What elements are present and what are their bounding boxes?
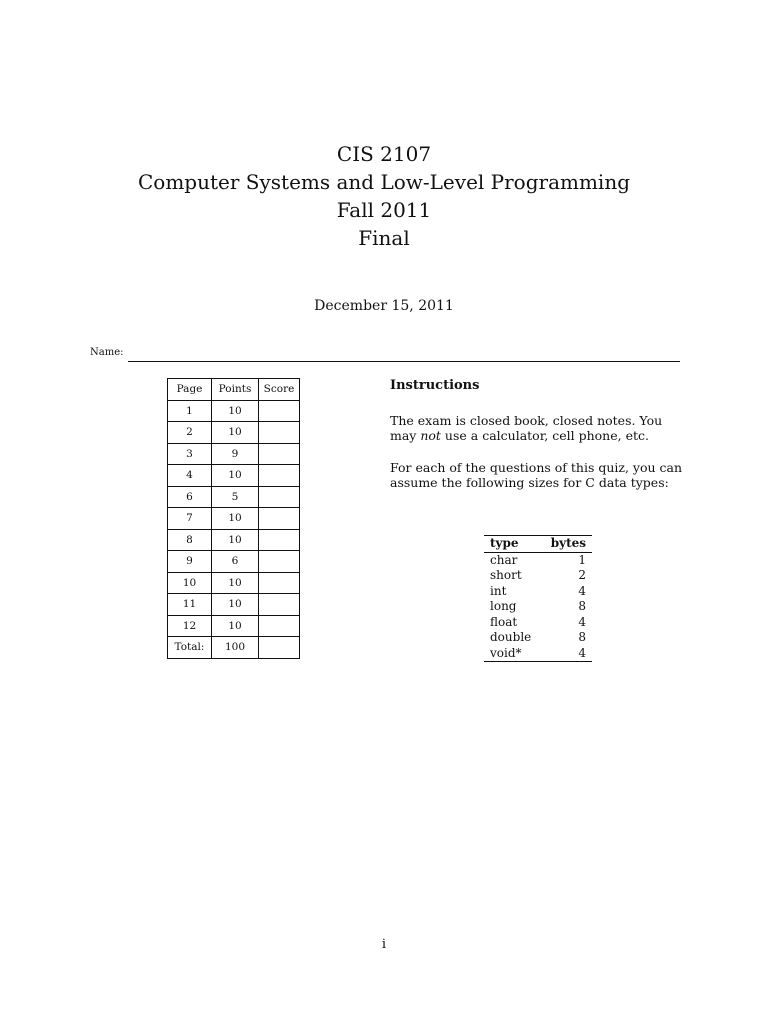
table-row — [168, 465, 300, 487]
score-table — [167, 378, 300, 659]
page-cell: 6 — [168, 486, 212, 508]
bytes-cell: 1 — [578, 552, 586, 567]
score-cell[interactable] — [259, 422, 300, 444]
instructions-section — [390, 378, 685, 507]
course-title: Computer Systems and Low-Level Programming — [137, 170, 631, 194]
table-row — [168, 551, 300, 573]
header-points: Points — [212, 379, 259, 401]
points-cell: 10 — [212, 465, 259, 487]
course-code: CIS 2107 — [336, 142, 432, 166]
table-row — [484, 552, 592, 568]
page-cell: 10 — [168, 572, 212, 594]
header-page: Page — [168, 379, 212, 401]
points-cell: 9 — [212, 443, 259, 465]
table-row — [484, 630, 592, 646]
bytes-cell: 4 — [578, 583, 586, 598]
points-cell: 10 — [212, 529, 259, 551]
score-cell[interactable] — [259, 443, 300, 465]
page-cell: 9 — [168, 551, 212, 573]
points-cell: 10 — [212, 615, 259, 637]
points-cell: 10 — [212, 594, 259, 616]
points-cell: 10 — [212, 572, 259, 594]
instructions-paragraph-2: For each of the questions of this quiz, you can assume the following sizes for C data types: — [390, 459, 683, 490]
total-label: Total: — [168, 637, 212, 659]
table-row — [484, 599, 592, 615]
total-points: 100 — [212, 637, 259, 659]
points-cell: 10 — [212, 422, 259, 444]
table-row — [168, 486, 300, 508]
page-cell: 2 — [168, 422, 212, 444]
type-cell: void* — [484, 646, 544, 662]
points-cell: 10 — [212, 508, 259, 530]
page-cell: 3 — [168, 443, 212, 465]
score-cell[interactable] — [259, 486, 300, 508]
exam-name: Final — [358, 226, 410, 250]
bytes-cell: 2 — [578, 568, 586, 582]
points-cell: 6 — [212, 551, 259, 573]
score-cell[interactable] — [259, 400, 300, 422]
header-type: type — [484, 536, 544, 553]
score-cell[interactable] — [259, 529, 300, 551]
table-row — [168, 594, 300, 616]
table-row — [484, 568, 592, 584]
name-row — [90, 346, 680, 362]
data-types-table — [484, 535, 592, 662]
instructions-heading: Instructions — [390, 378, 480, 393]
table-row — [168, 422, 300, 444]
bytes-cell: 4 — [578, 614, 586, 629]
type-cell: double — [490, 630, 532, 644]
table-row — [168, 400, 300, 422]
score-cell[interactable] — [259, 615, 300, 637]
page-cell: 1 — [168, 400, 212, 422]
total-score-cell[interactable] — [259, 637, 300, 659]
table-row — [168, 572, 300, 594]
page-cell: 8 — [168, 529, 212, 551]
table-row — [168, 508, 300, 530]
page-cell: 12 — [168, 615, 212, 637]
points-cell: 10 — [212, 400, 259, 422]
term: Fall 2011 — [336, 198, 432, 222]
page-cell: 11 — [168, 594, 212, 616]
table-row — [484, 615, 592, 631]
header-bytes: bytes — [544, 536, 592, 553]
type-cell: short — [490, 568, 522, 582]
score-cell[interactable] — [259, 551, 300, 573]
score-table-total-row — [168, 637, 300, 659]
bytes-cell: 8 — [578, 630, 586, 644]
points-cell: 5 — [212, 486, 259, 508]
table-row — [168, 529, 300, 551]
name-field[interactable] — [128, 361, 680, 362]
bytes-cell: 8 — [578, 599, 586, 613]
type-cell: int — [490, 583, 507, 598]
table-row — [484, 646, 592, 662]
page-cell: 4 — [168, 465, 212, 487]
types-table-header — [484, 536, 592, 553]
instructions-emphasis: not — [420, 428, 441, 443]
name-label: Name: — [90, 347, 124, 358]
instructions-text: The exam is closed book, closed notes. You may — [390, 412, 663, 443]
bytes-cell: 4 — [544, 646, 592, 662]
title-block — [0, 140, 768, 252]
page-cell: 7 — [168, 508, 212, 530]
instructions-paragraph-1 — [390, 413, 685, 444]
header-score: Score — [259, 379, 300, 401]
score-cell[interactable] — [259, 465, 300, 487]
score-cell[interactable] — [259, 572, 300, 594]
score-cell[interactable] — [259, 594, 300, 616]
score-cell[interactable] — [259, 508, 300, 530]
page-number: i — [381, 937, 387, 952]
type-cell: long — [490, 599, 517, 613]
table-row — [168, 615, 300, 637]
type-cell: char — [490, 552, 518, 567]
score-table-header — [168, 379, 300, 401]
exam-date: December 15, 2011 — [314, 298, 454, 314]
table-row — [168, 443, 300, 465]
table-row — [484, 584, 592, 600]
type-cell: float — [490, 614, 518, 629]
instructions-text: use a calculator, cell phone, etc. — [440, 428, 649, 443]
